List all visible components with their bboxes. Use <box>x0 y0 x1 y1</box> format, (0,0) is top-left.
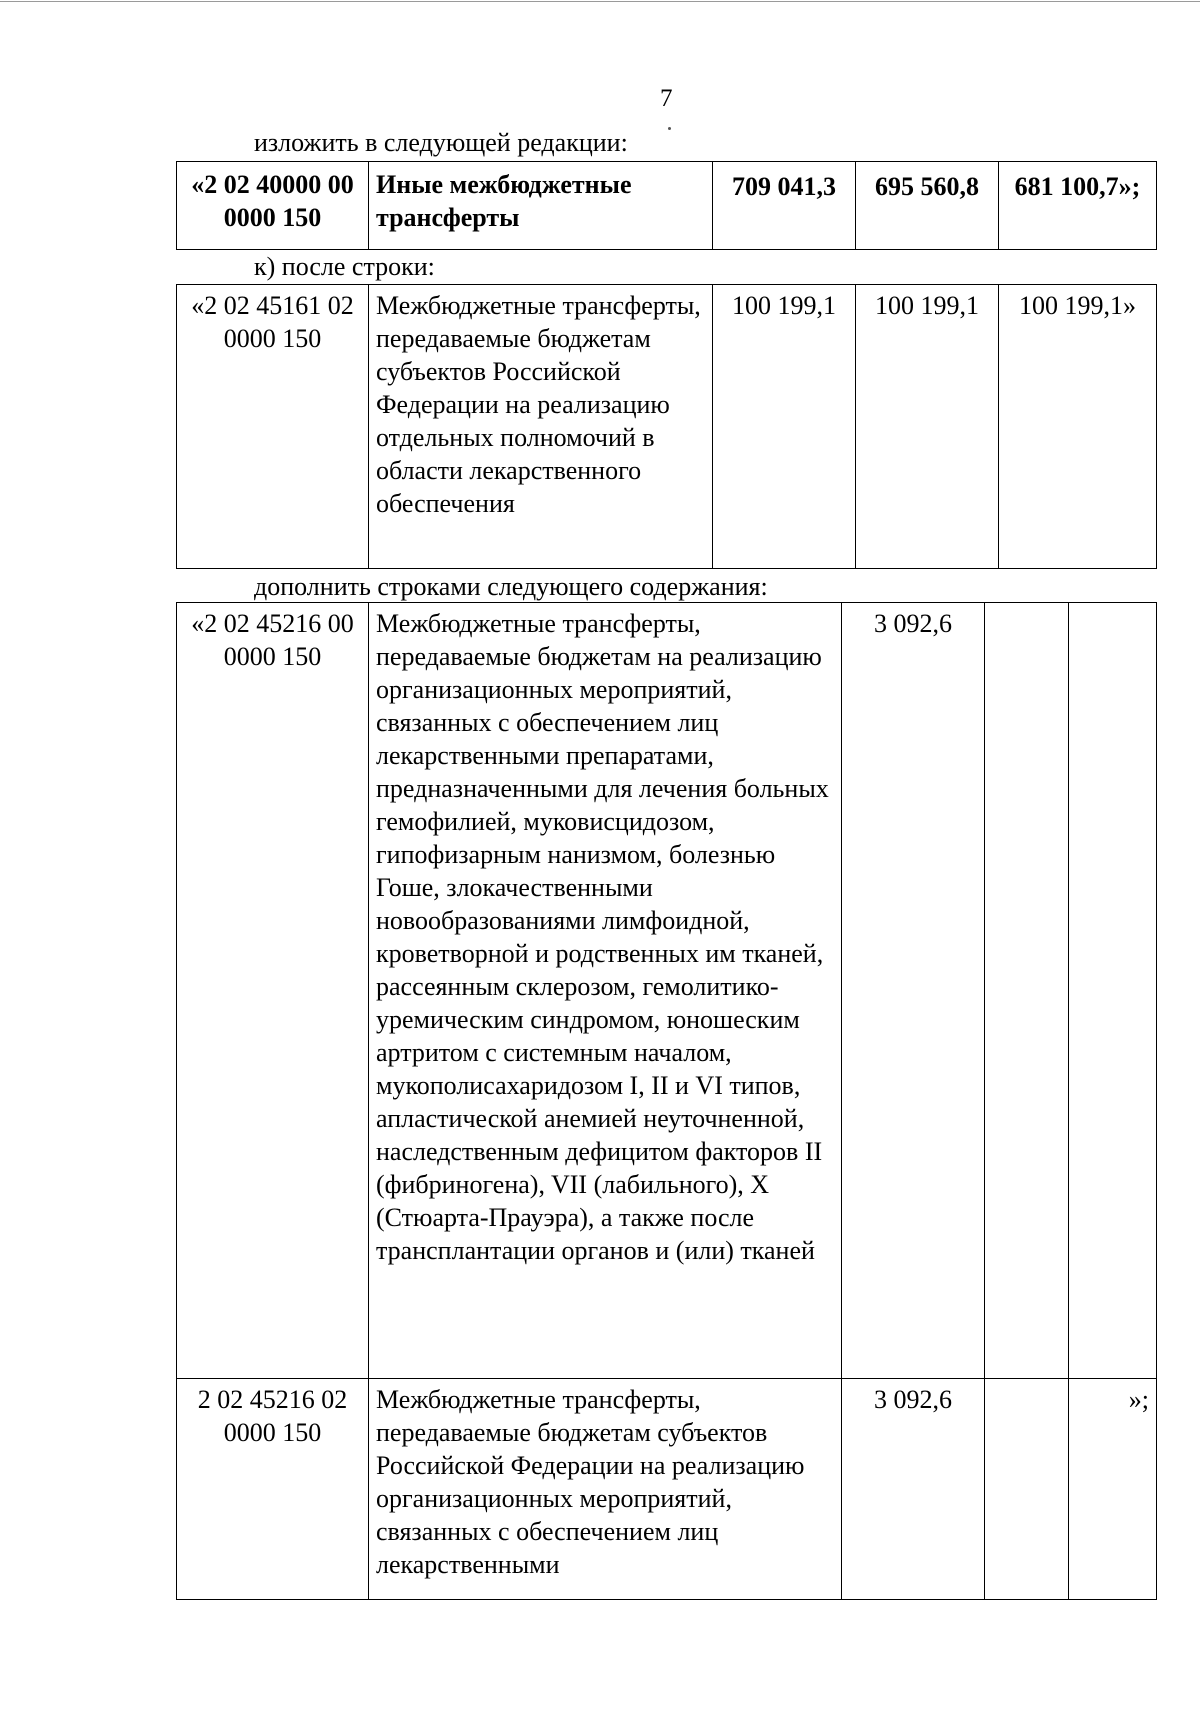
scan-top-edge <box>0 1 1200 2</box>
table-row <box>177 285 1157 569</box>
amount-year-1: 709 041,3 <box>713 162 856 250</box>
budget-item-name: Межбюджетные трансферты, передаваемые бюджетам субъектов Российской Федерации на реализацию организационных мероприятий, связанных с обеспечением лиц лекарственными <box>369 1379 842 1600</box>
table-row <box>177 603 1157 1379</box>
amount-year-1: 3 092,6 <box>842 1379 985 1600</box>
amount-year-2: 695 560,8 <box>856 162 999 250</box>
page-number: 7 <box>660 85 673 112</box>
table-new-rows <box>176 602 1157 1600</box>
budget-item-name: Межбюджетные трансферты, передаваемые бюджетам на реализацию организационных мероприятий, связанных с обеспечением лиц лекарственными препаратами, предназначенными для лечения больных гемофилией, муковисцидозом, гипофизарным нанизмом, болезнью Гоше, злокачественными новообразованиями лимфоидной, кроветворной и родственных им тканей, рассеянным склерозом, гемолитико-уремическим синдромом, юношеским артритом с системным началом, мукополисахаридозом I, II и VI типов, апластической анемией неуточненной, наследственным дефицитом факторов II (фибриногена), VII (лабильного), X (Стюарта-Прауэра), а также после трансплантации органов и (или) тканей <box>369 603 842 1379</box>
caption-add-rows: дополнить строками следующего содержания: <box>254 572 768 601</box>
amount-year-1: 3 092,6 <box>842 603 985 1379</box>
amount-year-3: 681 100,7»; <box>999 162 1157 250</box>
amount-year-3: »; <box>1069 1379 1157 1600</box>
table-row <box>177 162 1157 250</box>
budget-code: «2 02 40000 00 0000 150 <box>177 162 369 250</box>
budget-item-name: Иные межбюджетные трансферты <box>369 162 713 250</box>
amount-year-3: 100 199,1» <box>999 285 1157 569</box>
amount-year-2 <box>985 603 1069 1379</box>
scan-speck <box>668 127 671 130</box>
budget-code: «2 02 45216 00 0000 150 <box>177 603 369 1379</box>
amount-year-2 <box>985 1379 1069 1600</box>
table-row <box>177 1379 1157 1600</box>
caption-after-row: к) после строки: <box>254 252 435 281</box>
caption-replace: изложить в следующей редакции: <box>254 128 628 157</box>
amount-year-1: 100 199,1 <box>713 285 856 569</box>
budget-code: 2 02 45216 02 0000 150 <box>177 1379 369 1600</box>
amount-year-2: 100 199,1 <box>856 285 999 569</box>
amount-year-3 <box>1069 603 1157 1379</box>
table-reference-row <box>176 284 1157 569</box>
table-replaced-row <box>176 161 1157 250</box>
budget-item-name: Межбюджетные трансферты, передаваемые бюджетам субъектов Российской Федерации на реализацию отдельных полномочий в области лекарственного обеспечения <box>369 285 713 569</box>
budget-code: «2 02 45161 02 0000 150 <box>177 285 369 569</box>
